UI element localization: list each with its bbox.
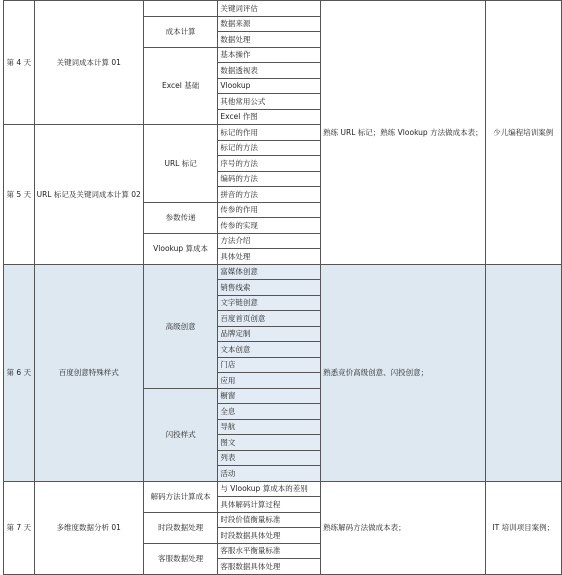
item-cell: 基本操作 [218,47,321,63]
goal-cell: 熟练 URL 标记；熟练 Vlookup 方法做成本表； [321,1,485,265]
item-cell: 关键词评估 [218,1,321,17]
item-cell: 传参的实现 [218,218,321,234]
topic-cell: 百度创意特殊样式 [34,264,143,481]
table-row [4,264,562,280]
item-cell: 传参的作用 [218,202,321,218]
case-cell: 少儿编程培训案例 [485,1,561,265]
item-cell: 客服水平衡量标准 [218,543,321,559]
subtopic-cell: Vlookup 算成本 [143,233,218,264]
subtopic-cell: 高级创意 [143,264,218,388]
subtopic-cell [143,1,218,17]
item-cell: Excel 作图 [218,109,321,125]
item-cell: 数据来源 [218,16,321,32]
subtopic-cell: 时段数据处理 [143,512,218,543]
goal-cell: 熟悉竞价高级创意、闪投创意； [321,264,485,481]
item-cell: 百度首页创意 [218,311,321,327]
item-cell: 导航 [218,419,321,435]
item-cell: 数据透视表 [218,63,321,79]
item-cell: 文本创意 [218,342,321,358]
subtopic-cell: 参数传递 [143,202,218,233]
table-row [4,1,562,17]
item-cell: 活动 [218,466,321,482]
item-cell: 客服数据具体处理 [218,559,321,575]
item-cell: 具体处理 [218,249,321,265]
item-cell: Vlookup [218,78,321,94]
day-cell: 第 7 天 [4,481,35,574]
schedule-table [3,0,562,575]
item-cell: 品牌定制 [218,326,321,342]
subtopic-cell: URL 标记 [143,125,218,203]
item-cell: 文字链创意 [218,295,321,311]
day-cell: 第 6 天 [4,264,35,481]
item-cell: 全息 [218,404,321,420]
item-cell: 橱窗 [218,388,321,404]
item-cell: 标记的作用 [218,125,321,141]
item-cell: 拼音的方法 [218,187,321,203]
item-cell: 数据处理 [218,32,321,48]
item-cell: 标记的方法 [218,140,321,156]
item-cell: 富媒体创意 [218,264,321,280]
topic-cell: 关键词成本计算 01 [34,1,143,125]
subtopic-cell: 客服数据处理 [143,543,218,574]
item-cell: 图文 [218,435,321,451]
item-cell: 方法介绍 [218,233,321,249]
topic-cell: 多维度数据分析 01 [34,481,143,574]
item-cell: 列表 [218,450,321,466]
item-cell: 应用 [218,373,321,389]
subtopic-cell: 解码方法计算成本 [143,481,218,512]
item-cell: 与 Vlookup 算成本的差别 [218,481,321,497]
item-cell: 时段数据具体处理 [218,528,321,544]
day-cell: 第 4 天 [4,1,35,125]
table-row [4,481,562,497]
subtopic-cell: 闪投样式 [143,388,218,481]
case-cell: IT 培训项目案例； [485,481,561,574]
topic-cell: URL 标记及关键词成本计算 02 [34,125,143,265]
subtopic-cell: 成本计算 [143,16,218,47]
item-cell: 具体解码计算过程 [218,497,321,513]
day-cell: 第 5 天 [4,125,35,265]
item-cell: 编码的方法 [218,171,321,187]
subtopic-cell: Excel 基础 [143,47,218,125]
item-cell: 门店 [218,357,321,373]
item-cell: 销售线索 [218,280,321,296]
item-cell: 序号的方法 [218,156,321,172]
goal-cell: 熟练解码方法做成本表； [321,481,485,574]
case-cell [485,264,561,481]
item-cell: 时段价值衡量标准 [218,512,321,528]
item-cell: 其他常用公式 [218,94,321,110]
